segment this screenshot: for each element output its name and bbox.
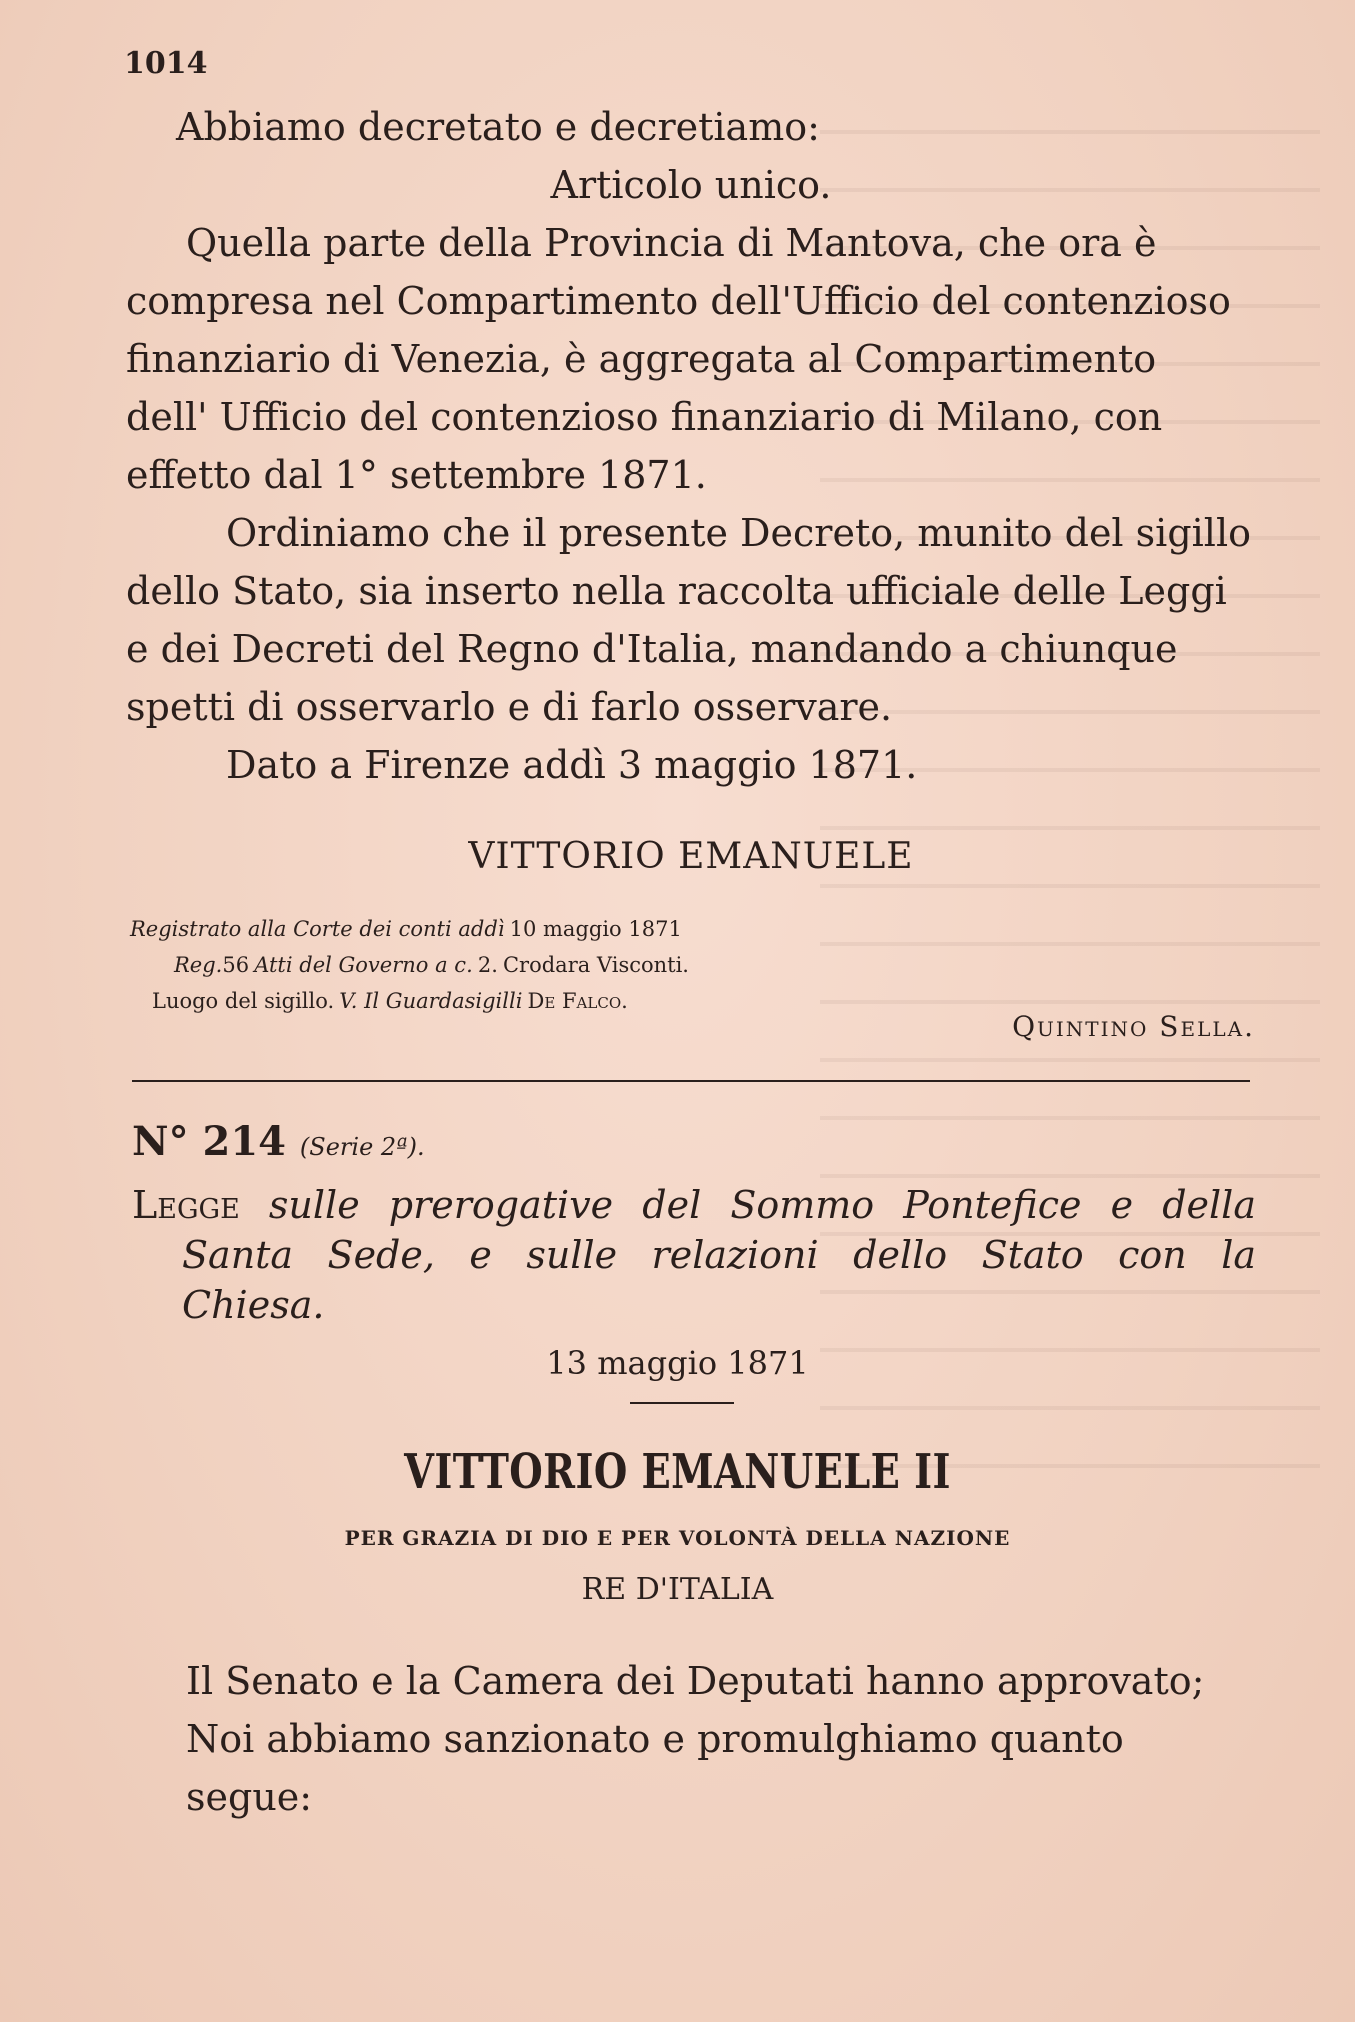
closing-line-2: Noi abbiamo sanzionato e promulghiamo quanto segue:: [186, 1717, 1124, 1819]
closing-line-1: Il Senato e la Camera dei Deputati hanno approvato;: [186, 1659, 1205, 1703]
order-line-2: dello Stato, sia inserto nella raccolta ufficiale delle Leggi: [126, 569, 1227, 613]
decree-section: [126, 98, 1256, 794]
king-title-wrap: [0, 1444, 1355, 1500]
law-series: (Serie 2ª).: [299, 1133, 425, 1161]
page-number: 1014: [124, 46, 208, 81]
law-number: N° 214: [132, 1118, 286, 1165]
king-grace: PER GRAZIA DI DIO E PER VOLONTÀ DELLA NAZIONE: [344, 1526, 1011, 1550]
law-title-line-2: Santa Sede, e sulle relazioni dello Stato con la: [182, 1233, 1256, 1277]
signatory-name: VITTORIO EMANUELE: [468, 836, 914, 877]
article-line-5: effetto dal 1° settembre 1871.: [126, 453, 707, 497]
registration-block: [130, 912, 850, 1020]
order-line-3: e dei Decreti del Regno d'Italia, mandando a chiunque: [126, 627, 1178, 671]
section-divider: [132, 1080, 1250, 1082]
law-title: [132, 1180, 1256, 1330]
closing-text: [186, 1652, 1256, 1826]
law-date: 13 maggio 1871: [546, 1344, 809, 1382]
dated-line: Dato a Firenze addì 3 maggio 1871.: [226, 743, 918, 787]
order-line-4: spetti di osservarlo e di farlo osservare.: [126, 685, 893, 729]
order-line-1: Ordiniamo che il presente Decreto, munito del sigillo: [226, 511, 1251, 555]
article-line-2: compresa nel Compartimento dell'Ufficio del contenzioso: [126, 279, 1231, 323]
registration-line-1: Registrato alla Corte dei conti addì 10 maggio 1871: [130, 917, 682, 941]
law-title-line-1: Legge sulle prerogative del Sommo Pontefice e della: [132, 1183, 1256, 1227]
king-realm: RE D'ITALIA: [581, 1572, 774, 1607]
law-number-line: [132, 1118, 425, 1165]
countersignature: Quintino Sella.: [1012, 1010, 1255, 1043]
decree-intro: Abbiamo decretato e decretiamo:: [176, 105, 820, 149]
king-title: VITTORIO EMANUELE II: [404, 1444, 951, 1500]
law-title-line-3: Chiesa.: [182, 1283, 325, 1327]
registration-line-2: Reg.56 Atti del Governo a c. 2. Crodara Visconti.: [174, 953, 689, 977]
registration-line-3: Luogo del sigillo. V. Il Guardasigilli De Falco.: [152, 989, 628, 1013]
article-heading: Articolo unico.: [550, 163, 832, 207]
short-divider: [630, 1402, 734, 1404]
article-line-4: dell' Ufficio del contenzioso finanziario di Milano, con: [126, 395, 1163, 439]
article-line-3: finanziario di Venezia, è aggregata al Compartimento: [126, 337, 1157, 381]
article-line-1: Quella parte della Provincia di Mantova, che ora è: [186, 221, 1157, 265]
